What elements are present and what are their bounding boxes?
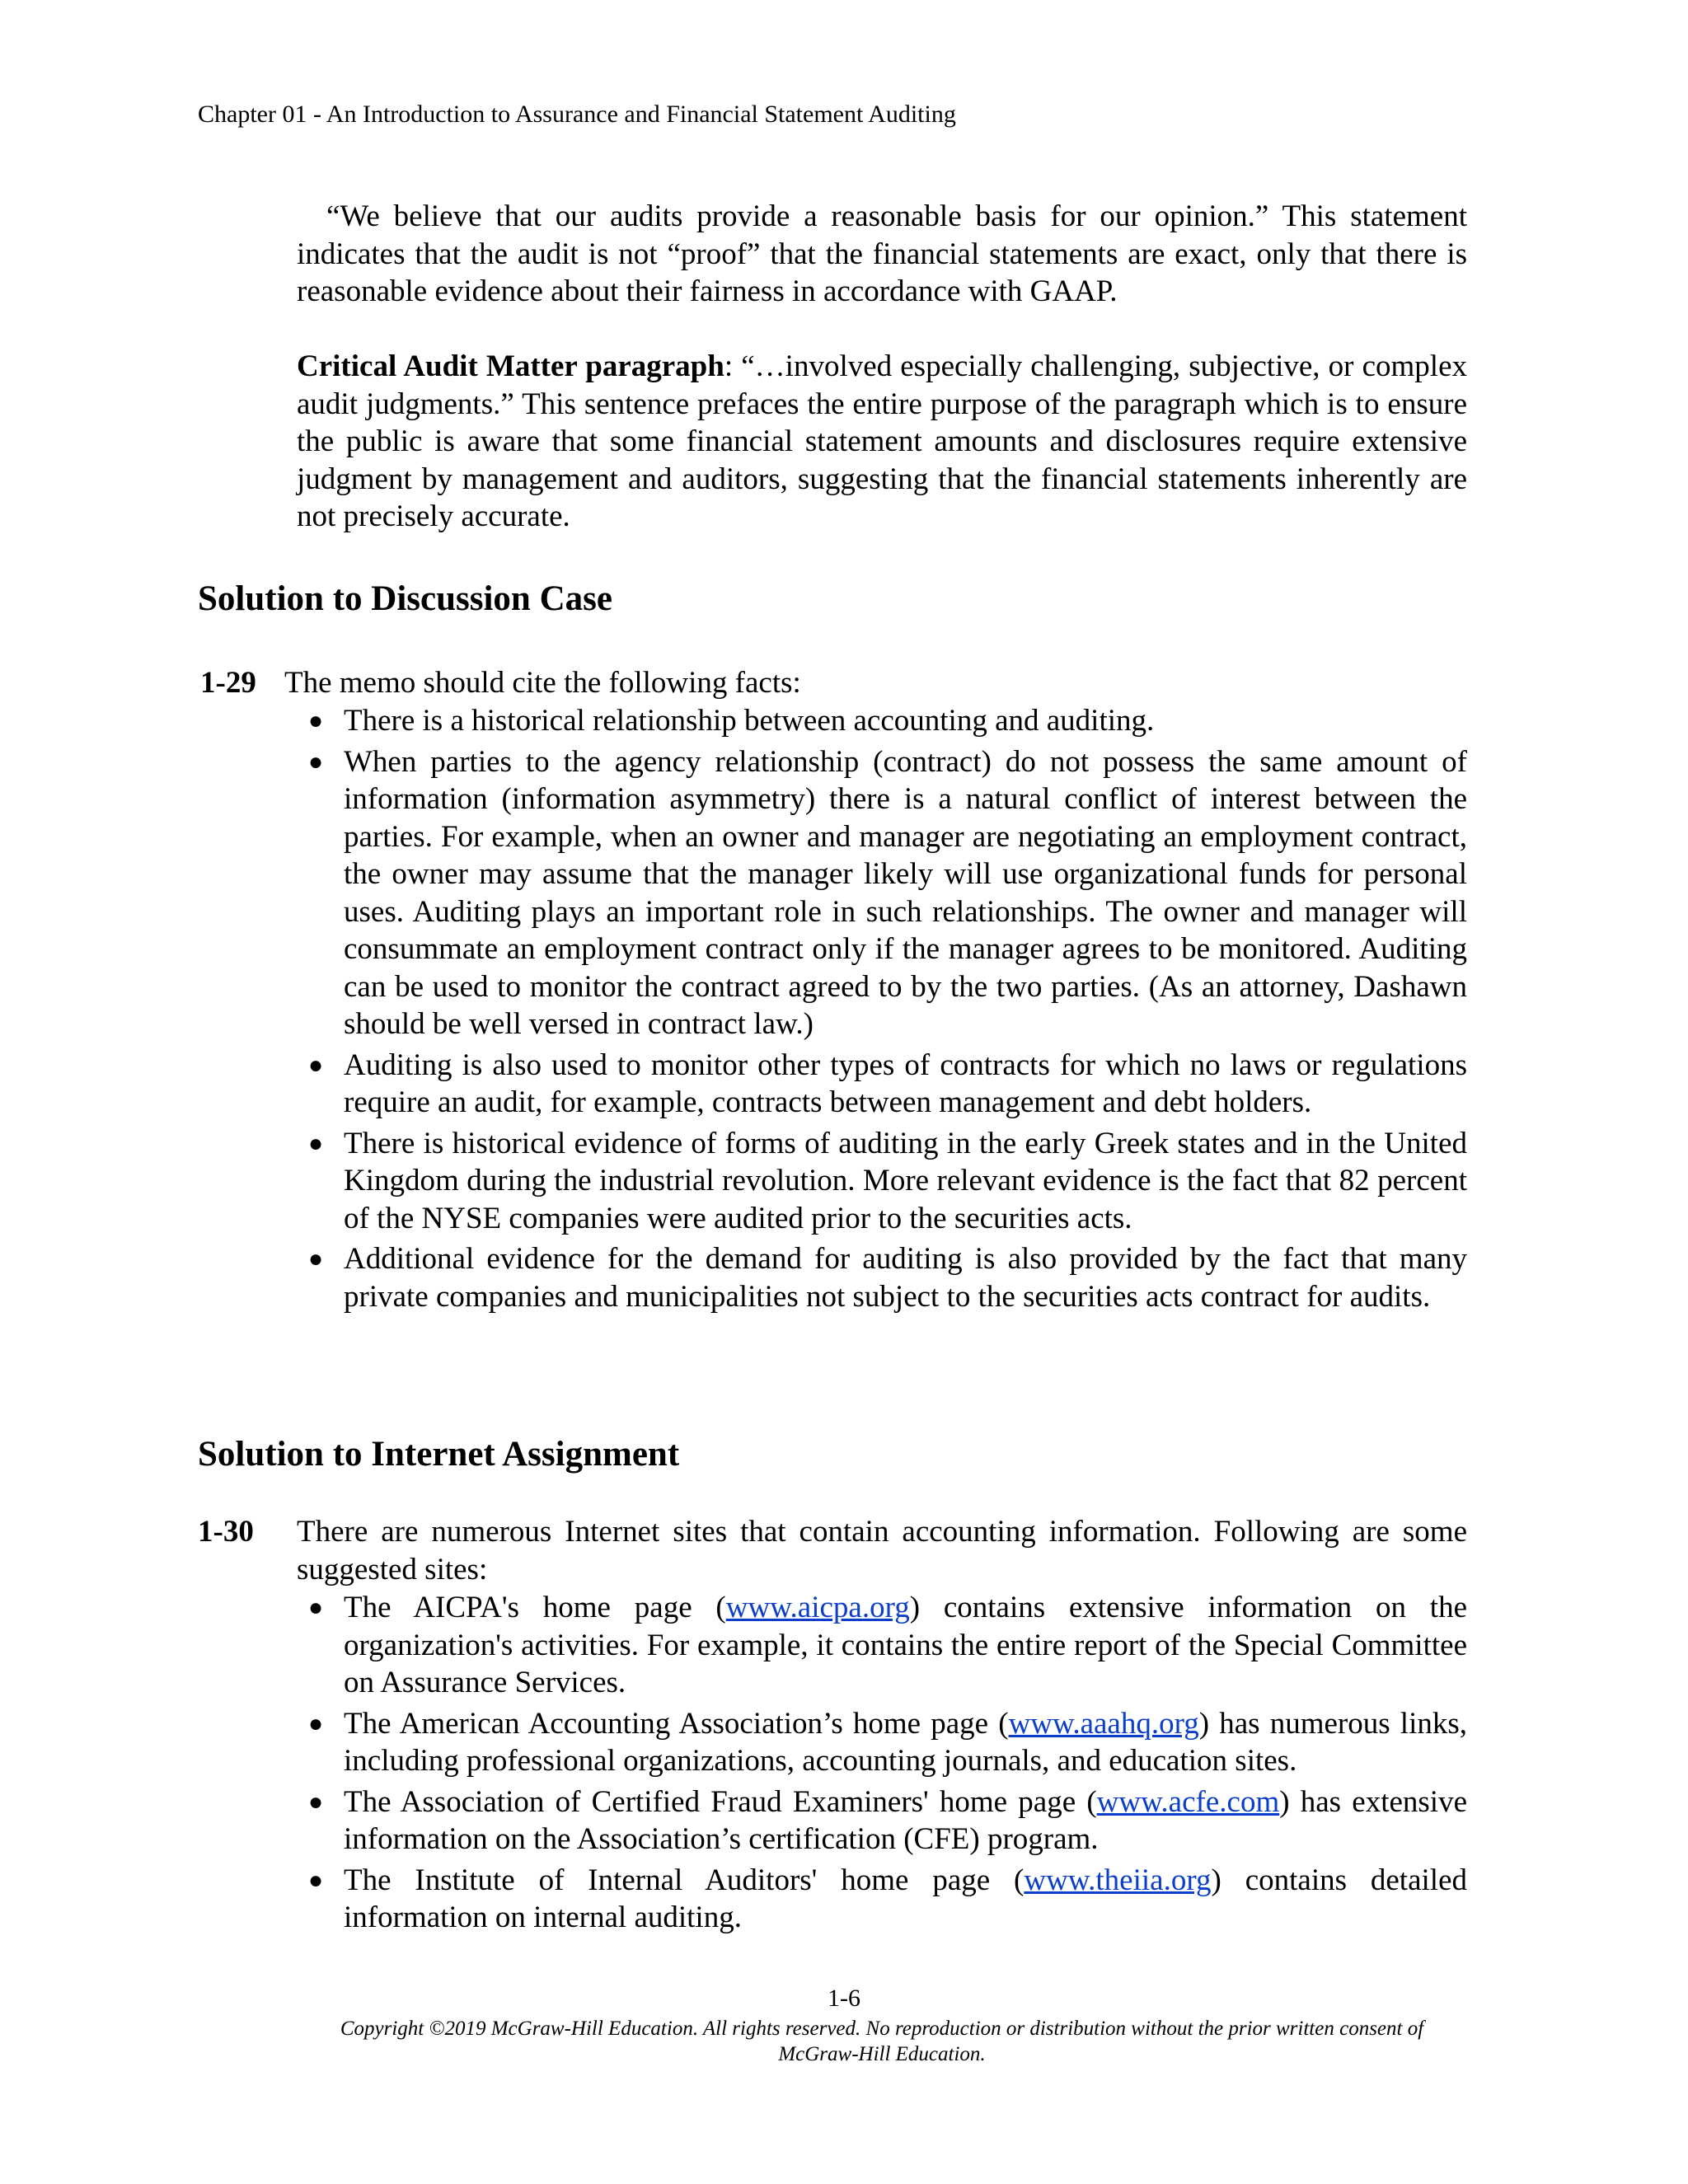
question-number-1-29: 1-29 bbox=[200, 666, 256, 700]
bullet-text-before: The Institute of Internal Auditors' home page ( bbox=[344, 1863, 1025, 1897]
internet-assignment-heading: Solution to Internet Assignment bbox=[198, 1435, 680, 1474]
bullet-text-before: The American Accounting Association’s home page ( bbox=[344, 1706, 1009, 1741]
copyright-line-1: Copyright ©2019 McGraw-Hill Education. All rights reserved. No reproduction or distribution without the prior written consent of bbox=[340, 2018, 1424, 2040]
bullet-icon: ● bbox=[308, 748, 324, 776]
question-number-1-30: 1-30 bbox=[198, 1515, 254, 1549]
link-theiia[interactable]: www.theiia.org bbox=[1024, 1863, 1212, 1897]
discussion-intro: The memo should cite the following facts: bbox=[284, 666, 801, 700]
list-item bbox=[297, 1783, 1467, 1858]
link-acfe[interactable]: www.acfe.com bbox=[1096, 1784, 1280, 1819]
cam-label: Critical Audit Matter paragraph bbox=[297, 349, 724, 383]
list-item bbox=[297, 1589, 1467, 1702]
list-item bbox=[297, 702, 1467, 740]
bullet-icon: ● bbox=[308, 1594, 324, 1621]
list-item bbox=[297, 1047, 1467, 1122]
discussion-case-heading: Solution to Discussion Case bbox=[198, 579, 612, 618]
internet-intro: There are numerous Internet sites that contain accounting information. Following are some suggested sites: bbox=[297, 1515, 1467, 1586]
link-aicpa[interactable]: www.aicpa.org bbox=[725, 1591, 910, 1624]
bullet-text: Auditing is also used to monitor other types of contracts for which no laws or regulations require an audit, for example, contracts between management and debt holders. bbox=[344, 1047, 1467, 1119]
copyright-notice bbox=[297, 2016, 1467, 2067]
bullet-icon: ● bbox=[308, 1709, 324, 1737]
bullet-text-after: ) contains extensive information on the organization's activities. For example, it contains the entire report of the Special Committee on Assurance Services. bbox=[344, 1591, 1467, 1699]
bullet-icon: ● bbox=[308, 1245, 324, 1272]
list-item bbox=[297, 743, 1467, 1043]
link-aaahq[interactable]: www.aaahq.org bbox=[1008, 1706, 1199, 1741]
discussion-bullet-list bbox=[297, 702, 1467, 1315]
cam-text: : “…involved especially challenging, subjective, or complex audit judgments.” This sentence prefaces the entire purpose of the paragraph which is to ensure the public is aware that some financial statement amounts and disclosures require extensive judgment by management and auditors, suggesting that the financial statements inherently are not precisely accurate. bbox=[297, 349, 1468, 533]
bullet-text-before: The Association of Certified Fraud Examiners' home page ( bbox=[344, 1784, 1097, 1819]
list-item bbox=[297, 1240, 1467, 1315]
bullet-icon: ● bbox=[308, 707, 324, 734]
bullet-text-after: ) contains detailed information on internal auditing. bbox=[344, 1863, 1467, 1934]
bullet-icon: ● bbox=[308, 1129, 324, 1157]
list-item bbox=[297, 1705, 1467, 1780]
internet-bullet-list bbox=[297, 1589, 1467, 1937]
bullet-text: When parties to the agency relationship (contract) do not possess the same amount of information (information asymmetry) there is a natural conflict of interest between the parties. For example, when an owner and manager are negotiating an employment contract, the owner may assume that the manager likely will use organizational funds for personal uses. Auditing plays an important role in such relationships. The owner and manager will consummate an employment contract only if the manager agrees to be monitored. Auditing can be used to monitor the contract agreed to by the two parties. (As an attorney, Dashawn should be well versed in contract law.) bbox=[344, 744, 1467, 1041]
cam-paragraph bbox=[297, 348, 1467, 536]
list-item bbox=[297, 1862, 1467, 1937]
bullet-icon: ● bbox=[308, 1051, 324, 1079]
bullet-text: There is a historical relationship between accounting and auditing. bbox=[344, 704, 1155, 738]
bullet-icon: ● bbox=[308, 1788, 324, 1816]
copyright-line-2: McGraw-Hill Education. bbox=[778, 2043, 986, 2065]
bullet-text-after: ) has numerous links, including professional organizations, accounting journals, and education sites. bbox=[344, 1706, 1468, 1778]
bullet-text-after: ) has extensive information on the Association’s certification (CFE) program. bbox=[344, 1784, 1467, 1856]
page-number: 1-6 bbox=[828, 1985, 860, 2012]
bullet-text: Additional evidence for the demand for auditing is also provided by the fact that many private companies and municipalities not subject to the securities acts contract for audits. bbox=[344, 1242, 1467, 1314]
list-item bbox=[297, 1125, 1467, 1238]
bullet-icon: ● bbox=[308, 1866, 324, 1894]
bullet-text: There is historical evidence of forms of auditing in the early Greek states and in the United Kingdom during the industrial revolution. More relevant evidence is the fact that 82 percent of the NYSE companies were audited prior to the securities acts. bbox=[344, 1126, 1467, 1235]
opinion-paragraph: “We believe that our audits provide a reasonable basis for our opinion.” This statement indicates that the audit is not “proof” that the financial statements are exact, only that there is reasonable evidence about their fairness in accordance with GAAP. bbox=[297, 199, 1467, 308]
bullet-text-before: The AICPA's home page ( bbox=[344, 1591, 726, 1624]
chapter-header: Chapter 01 - An Introduction to Assurance and Financial Statement Auditing bbox=[198, 101, 956, 128]
